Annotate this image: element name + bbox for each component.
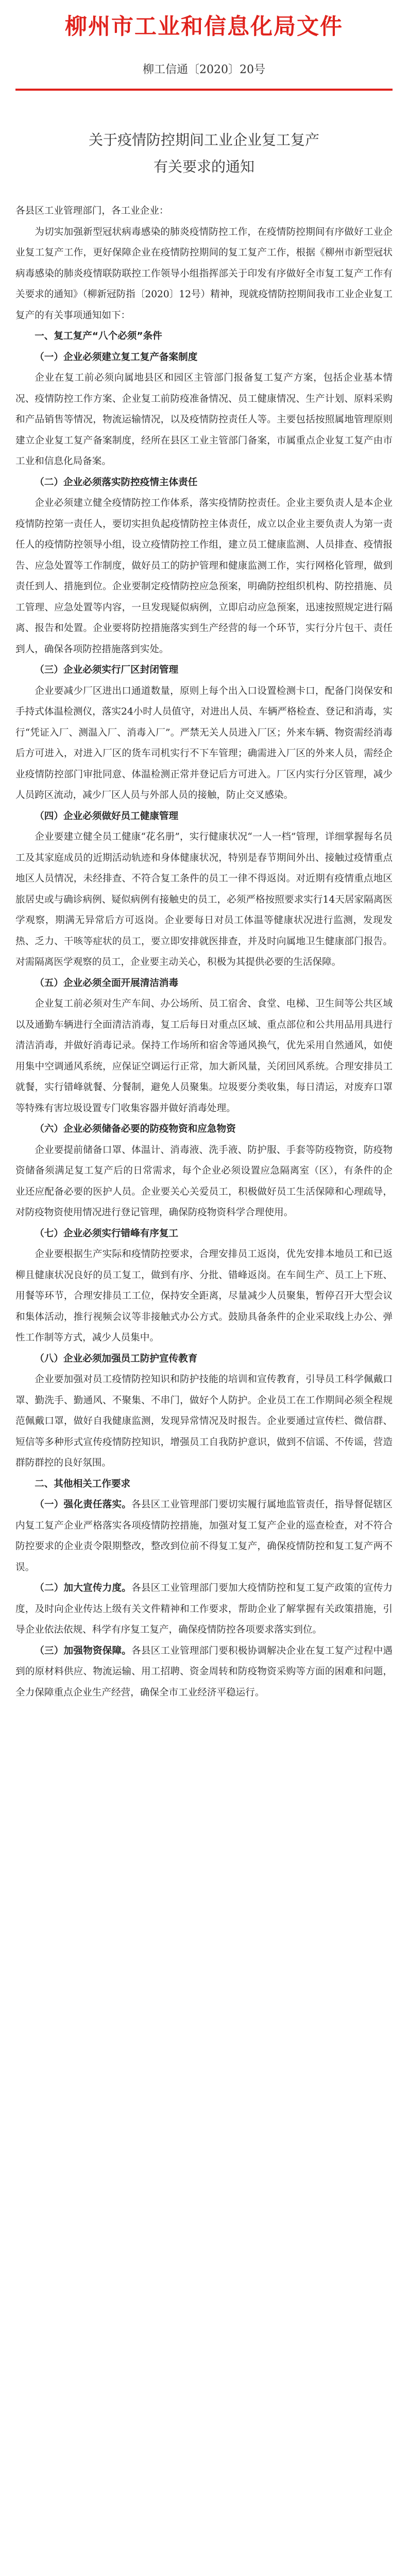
- section-1-item-heading: （一）企业必须建立复工复产备案制度: [35, 351, 198, 363]
- section-2-item-heading: （三）加强物资保障。: [35, 1645, 132, 1656]
- section-1-item-text: 企业要根据生产实际和疫情防控要求，合理安排员工返岗，优先安排本地员工和已返柳且健康状况良好的员工复工，做到有序、分批、错峰返岗。在车间生产、员工上下班、用餐等环节，合理安排员工工位，保持安全距离，尽量减少人员聚集，暂停召开大型会议和集体活动，推行视频会议等非接触式办公方式。鼓励具备条件的企业采取线上办公、弹性工作制等方式，减少人员集中。: [15, 1249, 393, 1343]
- section-2-item-text: 各县区工业管理部门要积极协调解决企业在复工复产过程中遇到的原材料供应、物流运输、用工招聘、资金周转和防疫物资采购等方面的困难和问题，全力保障重点企业生产经营，确保全市工业经济平稳运行。: [15, 1645, 393, 1698]
- section-1-item-heading: （六）企业必须储备必要的防疫物资和应急物资: [35, 1124, 236, 1134]
- section-1-item-text: 企业要建立健全员工健康“花名册”，实行健康状况“一人一档”管理，详细掌握每名员工及其家庭成员的近期活动轨迹和身体健康状况，特别是春节期间外出、接触过疫情重点地区人员情况，未经排查、不符合复工条件的员工一律不得返岗。对近期有疫情重点地区旅居史或与确诊病例、疑似病例有接触史的员工，必须严格按照要求实行14天居家隔离医学观察，期满无异常后方可返岗。企业要每日对员工体温等健康状况进行监测，发现发热、乏力、干咳等症状的员工，要立即安排就医排查，并及时向属地卫生健康部门报告。对需隔离医学观察的员工，企业要主动关心，积极为其提供必要的生活保障。: [15, 832, 393, 968]
- section-1-item-heading: （五）企业必须全面开展清洁消毒: [35, 977, 179, 989]
- section-1-item-heading: （八）企业必须加强员工防护宣传教育: [35, 1353, 198, 1364]
- section-1-item-text: 企业要加强对员工疫情防控知识和防护技能的培训和宣传教育，引导员工科学佩戴口罩、勤洗手、勤通风、不聚集、不串门，做好个人防护。企业员工在工作期间必须全程规范佩戴口罩，做好自我健康监测，发现异常情况及时报告。企业要通过宣传栏、微信群、短信等多种形式宣传疫情防控知识，增强员工自我防护意识，做到不信谣、不传谣，营造群防群控的良好氛围。: [15, 1374, 393, 1468]
- section-1-item-text: 企业在复工前必须向属地县区和园区主管部门报备复工复产方案，包括企业基本情况、疫情防控工作方案、企业复工前防疫准备情况、员工健康情况、生产计划、原料采购和产品销售等情况，物流运输情况，以及疫情防控责任人等。主要包括按照属地管理原则建立企业复工复产备案制度，经所在县区工业主管部门备案，市属重点企业复工复产由市工业和信息化局备案。: [15, 372, 393, 467]
- section-2-item: [15, 1641, 393, 1704]
- intro-paragraph: 为切实加强新型冠状病毒感染的肺炎疫情防控工作，在疫情防控期间有序做好工业企业复工复产工作，更好保障企业在疫情防控期间的复工复产工作，根据《柳州市新型冠状病毒感染的肺炎疫情联防联控工作领导小组指挥部关于印发有序做好全市复工复产工作有关要求的通知》（柳新冠防指〔2020〕12号）精神，现就疫情防控期间我市工业企业复工复产的有关事项通知如下：: [15, 226, 393, 321]
- section-1-item-text: 企业要提前储备口罩、体温计、消毒液、洗手液、防护服、手套等防疫物资，防疫物资储备须满足复工复产后的日常需求，每个企业必须设置应急隔离室（区），有条件的企业还应配备必要的医护人员。企业要关心关爱员工，积极做好员工生活保障和心理疏导，对防疫物资使用情况进行登记管理，确保防疫物资科学合理使用。: [15, 1144, 393, 1218]
- section-1-item-heading: （四）企业必须做好员工健康管理: [35, 810, 179, 822]
- section-2-item-heading: （一）强化责任落实。: [35, 1499, 132, 1510]
- section-2-item-heading: （二）加大宣传力度。: [35, 1583, 132, 1594]
- notice-title: [31, 127, 377, 180]
- section-1-item-text: 企业必须建立健全疫情防控工作体系，落实疫情防控责任。企业主要负责人是本企业疫情防控第一责任人，要切实担负起疫情防控主体责任，成立以企业主要负责人为第一责任人的疫情防控领导小组，设立疫情防控工作组，建立员工健康监测、人员排查、疫情报告、应急处置等工作制度，做好员工的防护管理和健康监测工作，实行网格化管理，做到责任到人、措施到位。企业要制定疫情防控应急预案，明确防控组织机构、防控措施、员工管理、应急处置等内容，一旦发现疑似病例，立即启动应急预案，迅速按照规定进行隔离、报告和处置。企业要将防控措施落实到生产经营的每一个环节，实行分片包干、责任到人，确保各项防控措施落到实处。: [15, 498, 393, 655]
- document-number: 柳工信通〔2020〕20号: [143, 63, 265, 76]
- section-1-item-text: 企业要减少厂区进出口通道数量，原则上每个出入口设置检测卡口，配备门岗保安和手持式体温检测仪，落实24小时人员值守，对进出人员、车辆严格检查、登记和消毒，实行“凭证入厂、测温入厂、消毒入厂”。严禁无关人员进入厂区；外来车辆、物资需经消毒后方可进入，对进入厂区的货车司机实行不下车管理；确需进入厂区的外来人员，需经企业疫情防控部门审批同意、体温检测正常并登记后方可进入。厂区内实行分区管理，减少人员跨区流动，减少厂区人员与外部人员的接触，防止交叉感染。: [15, 685, 393, 801]
- section-1-heading: 一、复工复产“八个必须”条件: [35, 331, 162, 342]
- section-1-item-heading: （二）企业必须落实防控疫情主体责任: [35, 477, 198, 488]
- section-1-item-heading: （七）企业必须实行错峰有序复工: [35, 1228, 179, 1239]
- notice-body: [15, 201, 393, 1703]
- section-2-item: [15, 1578, 393, 1641]
- section-2-item-text: 各县区工业管理部门要加大疫情防控和复工复产政策的宣传力度，及时向企业传达上级有关文件精神和工作要求，帮助企业了解掌握有关政策措施，引导企业依法依规、科学有序复工复产，确保疫情防控各项要求落实到位。: [15, 1583, 393, 1635]
- masthead-red-rule: [15, 89, 393, 91]
- section-2-heading: 二、其他相关工作要求: [35, 1478, 131, 1489]
- section-1-item-heading: （三）企业必须实行厂区封闭管理: [35, 665, 179, 675]
- notice-title-line-2: 有关要求的通知: [153, 158, 254, 175]
- notice-title-line-1: 关于疫情防控期间工业企业复工复产: [88, 131, 319, 148]
- salutation: 各县区工业管理部门，各工业企业：: [15, 206, 169, 216]
- section-2-item-text: 各县区工业管理部门要切实履行属地监管责任，指导督促辖区内复工复产企业严格落实各项疫情防控措施，加强对复工复产企业的巡查检查，对不符合防控要求的企业责令限期整改，整改到位前不得复工复产，确保疫情防控和复工复产两不误。: [15, 1499, 393, 1573]
- masthead-title: 柳州市工业和信息化局文件: [65, 14, 343, 40]
- section-1-item-text: 企业复工前必须对生产车间、办公场所、员工宿舍、食堂、电梯、卫生间等公共区域以及通勤车辆进行全面清洁消毒，复工后每日对重点区域、重点部位和公共用品用具进行清洁消毒，并做好消毒记录。保持工作场所和宿舍等通风换气，优先采用自然通风，如使用集中空调通风系统，应保证空调运行正常，加大新风量，关闭回风系统。合理安排员工就餐，实行错峰就餐、分餐制，避免人员聚集。垃圾要分类收集，每日清运，对废弃口罩等特殊有害垃圾设置专门收集容器并做好消毒处理。: [15, 998, 393, 1114]
- section-2-item: [15, 1495, 393, 1578]
